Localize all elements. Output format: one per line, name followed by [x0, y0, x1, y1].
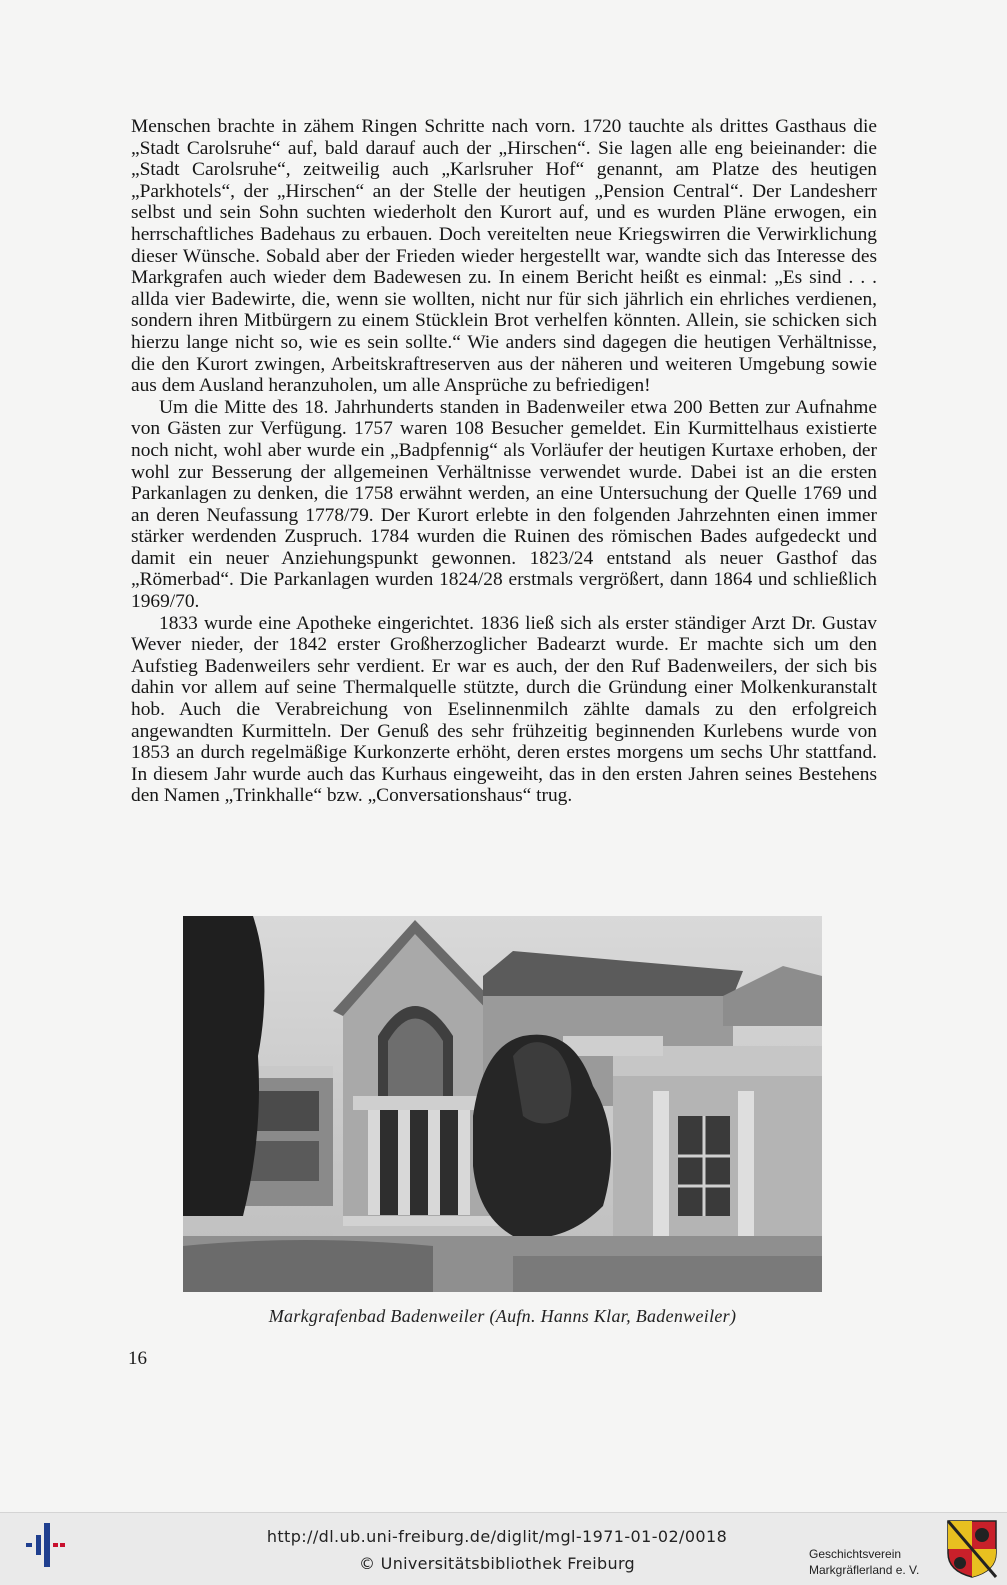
- photo-markgrafenbad: [183, 916, 822, 1292]
- org-name-line-1: Geschichtsverein: [809, 1547, 902, 1561]
- paragraph-2: Um die Mitte des 18. Jahrhunderts standen in Badenweiler etwa 200 Betten zur Aufnahme von Gästen zur Verfügung. 1757 waren 108 Besucher gemeldet. Ein Kurmittelhaus existierte noch nicht, wohl aber wurde ein „Badpfennig“ als Vorläufer der heutigen Kurtaxe erhoben, der wohl zur Besserung der allgemeinen Verhältnisse verwendet wurde. Dabei ist an die ersten Parkanlagen zu denken, die 1758 erwähnt werden, an eine Untersuchung der Quelle 1769 und an deren Neufassung 1778/79. Der Kurort erlebte in den folgenden Jahrzehnten einen immer stärker werdenden Zuspruch. 1784 wurden die Ruinen des römischen Bades aufgedeckt und damit ein neuer Anziehungspunkt gewonnen. 1823/24 entstand als neuer Gasthof das „Römerbad“. Die Parkanlagen wurden 1824/28 erstmals vergrößert, dann 1864 und schließlich 1969/70.: [131, 396, 877, 613]
- ub-freiburg-logo-icon[interactable]: [24, 1523, 66, 1567]
- paragraph-3: 1833 wurde eine Apotheke eingerichtet. 1836 ließ sich als erster ständiger Arzt Dr. Gustav Wever nieder, der 1842 erster Großherzoglicher Badearzt wurde. Er machte sich um den Aufstieg Badenweilers sehr verdient. Er war es auch, der den Ruf Badenweilers, der sich bis dahin vor allem auf seine Thermalquelle stützte, durch die Gründung einer Molkenkuranstalt hob. Auch die Verabreichung von Eselinnenmilch zählte damals zu den erfolgreich angewandten Kurmitteln. Der Genuß des sehr frühzeitig beginnenden Kurlebens wurde von 1853 an durch regelmäßige Kurkonzerte erhöht, deren erstes morgens um sechs Uhr stattfand. In diesem Jahr wurde auch das Kurhaus eingeweiht, das in den ersten Jahren seines Bestehens den Namen „Trinkhalle“ bzw. „Conversationshaus“ trug.: [131, 612, 877, 807]
- page-number: 16: [128, 1348, 147, 1369]
- footer-url-link[interactable]: http://dl.ub.uni-freiburg.de/diglit/mgl-1971-01-02/0018: [266, 1527, 728, 1546]
- paragraph-1: Menschen brachte in zähem Ringen Schritte nach vorn. 1720 tauchte als drittes Gasthaus die „Stadt Carolsruhe“ auf, bald darauf auch der „Hirschen“. Sie lagen alle eng beieinander: die „Stadt Carolsruhe“, zeitweilig auch „Karlsruher Hof“ genannt, am Platze des heutigen „Parkhotels“, der „Hirschen“ an der Stelle der heutigen „Pension Central“. Der Landesherr selbst und sein Sohn suchten wiederholt den Kurort auf, und es wurden Pläne erwogen, ein herrschaftliches Badehaus zu erbauen. Doch vereitelten neue Kriegswirren die Verwirklichung dieser Wünsche. Sobald aber der Frieden wieder hergestellt war, wandte sich das Interesse des Markgrafen auch wieder dem Badewesen zu. In einem Bericht heißt es einmal: „Es sind . . . allda vier Badewirte, die, wenn sie wollten, nicht nur für sich jährlich ein ehrliches verdienen, sondern ihren Mitbürgern zu einem Stücklein Brot verhelfen könnten. Allein, sie schicken sich hierzu lange nicht so, wie es sein sollte.“ Wie anders sind dagegen die heutigen Verhältnisse, die den Kurort zwingen, Arbeitskraftreserven aus der näheren und weiteren Umgebung sowie aus dem Ausland heranzuholen, um alle Ansprüche zu befriedigen!: [131, 116, 877, 397]
- body-text: [131, 116, 877, 807]
- footer-copyright: © Universitätsbibliothek Freiburg: [359, 1554, 635, 1573]
- photo-caption: Markgrafenbad Badenweiler (Aufn. Hanns Klar, Badenweiler): [268, 1306, 737, 1326]
- coat-of-arms-icon: [946, 1519, 998, 1579]
- org-name-line-2: Markgräflerland e. V.: [809, 1563, 920, 1577]
- org-name: [809, 1546, 949, 1578]
